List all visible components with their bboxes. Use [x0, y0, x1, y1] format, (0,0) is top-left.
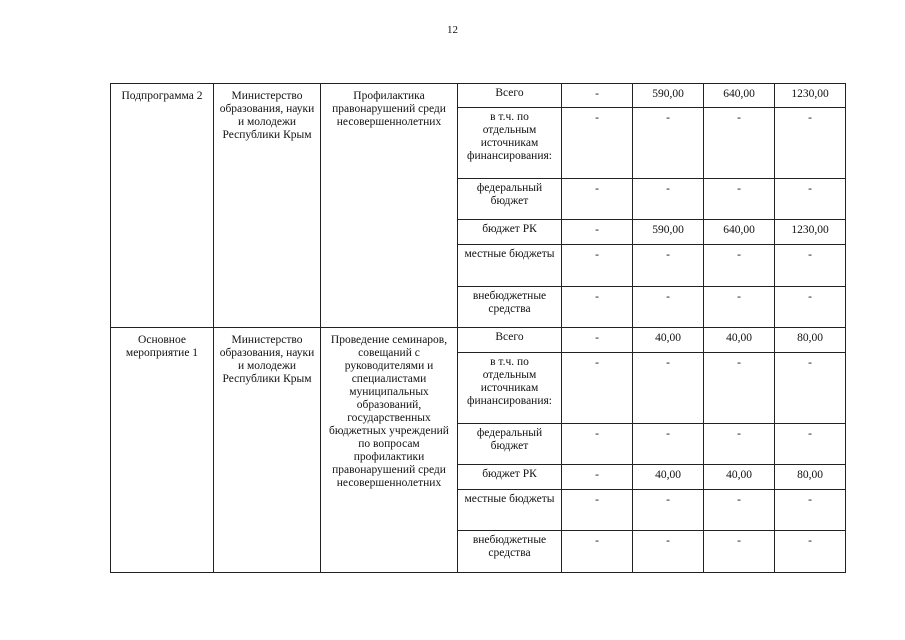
source-label: местные бюджеты: [458, 245, 562, 287]
value-cell: -: [562, 424, 633, 465]
program-name-cell: Профилактика правонарушений среди несовершеннолетних: [321, 84, 458, 328]
value-cell: 640,00: [704, 84, 775, 108]
value-cell: 40,00: [633, 465, 704, 490]
value-cell: 590,00: [633, 220, 704, 245]
value-cell: -: [704, 531, 775, 573]
value-cell: -: [562, 465, 633, 490]
page-number: 12: [447, 24, 458, 36]
value-cell: -: [562, 328, 633, 353]
value-cell: -: [775, 287, 846, 328]
value-cell: -: [775, 108, 846, 179]
budget-table: [110, 83, 846, 573]
source-label: Всего: [458, 84, 562, 108]
value-cell: -: [633, 108, 704, 179]
value-cell: 80,00: [775, 328, 846, 353]
value-cell: -: [633, 531, 704, 573]
source-label: федеральный бюджет: [458, 424, 562, 465]
value-cell: 1230,00: [775, 220, 846, 245]
value-cell: -: [633, 490, 704, 531]
value-cell: -: [704, 353, 775, 424]
executor-cell: Министерство образования, науки и молодежи Республики Крым: [214, 84, 321, 328]
value-cell: -: [704, 245, 775, 287]
source-label: бюджет РК: [458, 220, 562, 245]
value-cell: -: [704, 108, 775, 179]
value-cell: -: [775, 424, 846, 465]
source-label: бюджет РК: [458, 465, 562, 490]
source-label: внебюджетные средства: [458, 287, 562, 328]
source-label: федеральный бюджет: [458, 179, 562, 220]
value-cell: -: [562, 179, 633, 220]
value-cell: -: [562, 490, 633, 531]
program-type-cell: Подпрограмма 2: [111, 84, 214, 328]
source-label: в т.ч. по отдельным источникам финансирования:: [458, 353, 562, 424]
value-cell: -: [562, 220, 633, 245]
value-cell: -: [704, 490, 775, 531]
value-cell: -: [562, 84, 633, 108]
value-cell: -: [775, 245, 846, 287]
value-cell: 40,00: [633, 328, 704, 353]
executor-cell: Министерство образования, науки и молодежи Республики Крым: [214, 328, 321, 573]
value-cell: -: [562, 287, 633, 328]
value-cell: -: [704, 287, 775, 328]
value-cell: 1230,00: [775, 84, 846, 108]
value-cell: -: [775, 531, 846, 573]
value-cell: -: [562, 353, 633, 424]
value-cell: -: [633, 287, 704, 328]
source-label: внебюджетные средства: [458, 531, 562, 573]
value-cell: -: [633, 424, 704, 465]
value-cell: -: [704, 179, 775, 220]
value-cell: 80,00: [775, 465, 846, 490]
value-cell: -: [562, 245, 633, 287]
source-label: в т.ч. по отдельным источникам финансирования:: [458, 108, 562, 179]
program-name-cell: Проведение семинаров, совещаний с руководителями и специалистами муниципальных образований, государственных бюджетных учреждений по вопросам профилактики правонарушений среди несовершеннолетних: [321, 328, 458, 573]
value-cell: -: [704, 424, 775, 465]
value-cell: -: [562, 108, 633, 179]
value-cell: -: [633, 245, 704, 287]
program-type-cell: Основное мероприятие 1: [111, 328, 214, 573]
value-cell: -: [775, 179, 846, 220]
value-cell: -: [633, 353, 704, 424]
table-row: [111, 328, 846, 353]
value-cell: 590,00: [633, 84, 704, 108]
value-cell: -: [775, 490, 846, 531]
table-row: [111, 84, 846, 108]
value-cell: 40,00: [704, 328, 775, 353]
value-cell: -: [775, 353, 846, 424]
source-label: Всего: [458, 328, 562, 353]
source-label: местные бюджеты: [458, 490, 562, 531]
value-cell: 640,00: [704, 220, 775, 245]
value-cell: -: [562, 531, 633, 573]
value-cell: 40,00: [704, 465, 775, 490]
value-cell: -: [633, 179, 704, 220]
